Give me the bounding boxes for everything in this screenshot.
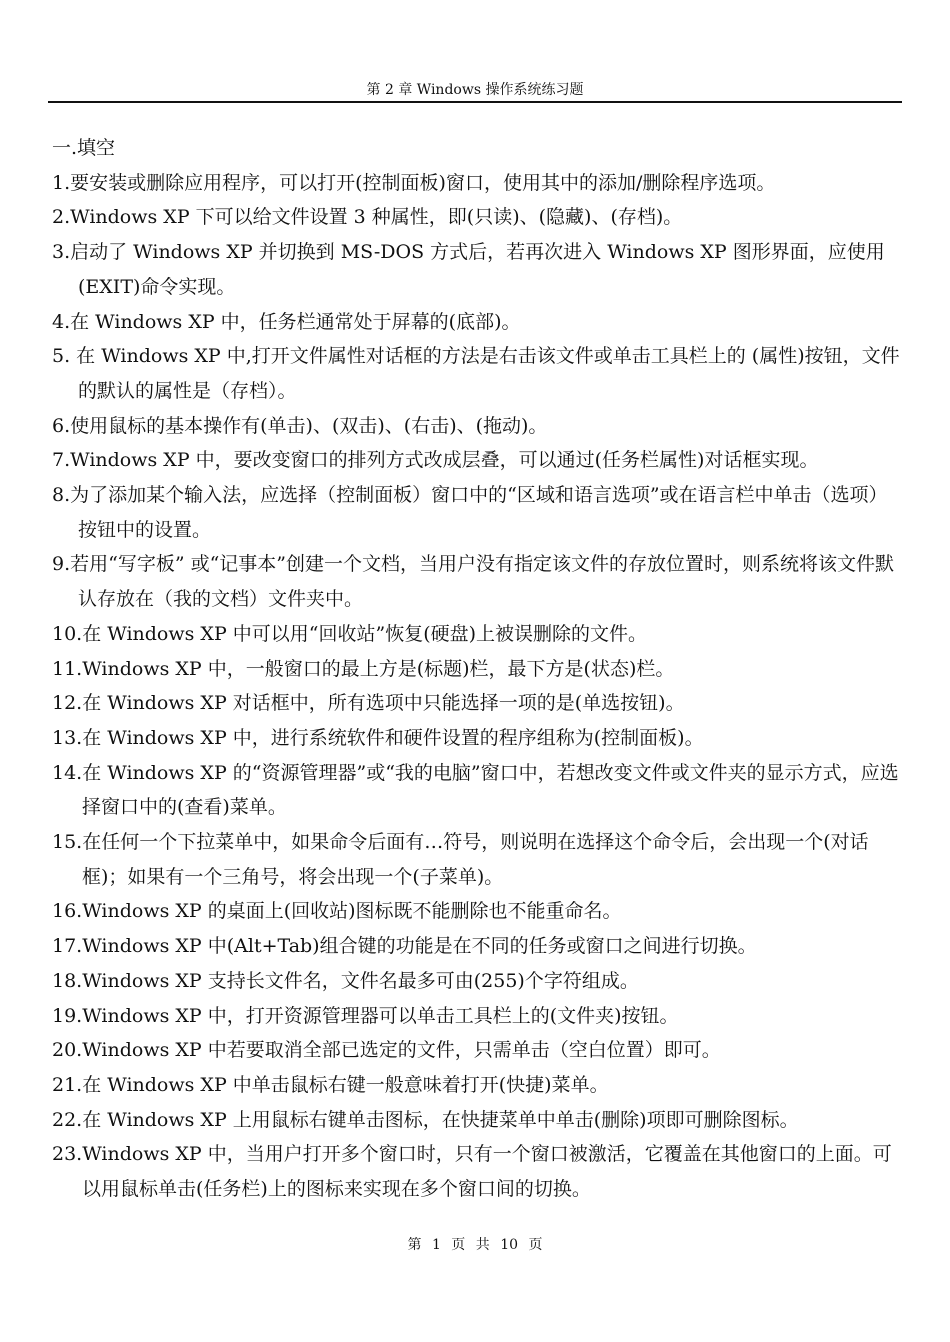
list-item: 4.在 Windows XP 中，任务栏通常处于屏幕的(底部)。 <box>52 310 521 333</box>
list-item: 23.Windows XP 中，当用户打开多个窗口时，只有一个窗口被激活，它覆盖在其他窗口的上面。可以用鼠标单击(任务栏)上的图标来实现在多个窗口间的切换。 <box>52 1143 892 1201</box>
list-item: 17.Windows XP 中(Alt+Tab)组合键的功能是在不同的任务或窗口之间进行切换。 <box>52 935 757 958</box>
list-item: 7.Windows XP 中，要改变窗口的排列方式改成层叠，可以通过(任务栏属性)对话框实现。 <box>52 449 819 472</box>
list-item: 21.在 Windows XP 中单击鼠标右键一般意味着打开(快捷)菜单。 <box>52 1073 609 1096</box>
list-item: 10.在 Windows XP 中可以用“回收站”恢复(硬盘)上被误删除的文件。 <box>52 622 648 645</box>
document-body <box>52 131 904 1207</box>
list-item: 11.Windows XP 中，一般窗口的最上方是(标题)栏，最下方是(状态)栏。 <box>52 657 675 680</box>
list-item: 20.Windows XP 中若要取消全部已选定的文件，只需单击（空白位置）即可。 <box>52 1039 721 1062</box>
page-header: 第 2 章 Windows 操作系统练习题 <box>366 82 584 98</box>
list-item: 2.Windows XP 下可以给文件设置 3 种属性，即(只读)、(隐藏)、(存档)。 <box>52 206 683 229</box>
list-item: 12.在 Windows XP 对话框中，所有选项中只能选择一项的是(单选按钮)。 <box>52 692 685 715</box>
list-item: 1.要安装或删除应用程序，可以打开(控制面板)窗口，使用其中的添加/删除程序选项。 <box>52 171 776 194</box>
list-item: 6.使用鼠标的基本操作有(单击)、(双击)、(右击)、(拖动)。 <box>52 414 548 437</box>
list-item: 22.在 Windows XP 上用鼠标右键单击图标，在快捷菜单中单击(删除)项即可删除图标。 <box>52 1108 799 1131</box>
list-item: 8.为了添加某个输入法，应选择（控制面板）窗口中的“区域和语言选项”或在语言栏中单击（选项）按钮中的设置。 <box>52 484 888 541</box>
section-title: 一.填空 <box>52 137 116 159</box>
list-item: 9.若用“写字板” 或“记事本”创建一个文档，当用户没有指定该文件的存放位置时，则系统将该文件默认存放在（我的文档）文件夹中。 <box>52 553 895 611</box>
list-item: 19.Windows XP 中，打开资源管理器可以单击工具栏上的(文件夹)按钮。 <box>52 1004 679 1027</box>
list-item: 16.Windows XP 的桌面上(回收站)图标既不能删除也不能重命名。 <box>52 900 622 923</box>
list-item: 18.Windows XP 支持长文件名，文件名最多可由(255)个字符组成。 <box>52 969 639 992</box>
list-item: 5. 在 Windows XP 中,打开文件属性对话框的方法是右击该文件或单击工具栏上的 (属性)按钮，文件的默认的属性是（存档）。 <box>52 345 900 402</box>
list-item: 14.在 Windows XP 的“资源管理器”或“我的电脑”窗口中，若想改变文件或文件夹的显示方式，应选择窗口中的(查看)菜单。 <box>52 761 899 819</box>
list-item: 13.在 Windows XP 中，进行系统软件和硬件设置的程序组称为(控制面板)。 <box>52 726 704 749</box>
list-item: 3.启动了 Windows XP 并切换到 MS-DOS 方式后，若再次进入 Windows XP 图形界面，应使用(EXIT)命令实现。 <box>52 241 885 298</box>
page-footer: 第 1 页 共 10 页 <box>407 1237 543 1253</box>
header-rule <box>48 101 902 103</box>
list-item: 15.在任何一个下拉菜单中，如果命令后面有…符号，则说明在选择这个命令后，会出现一个(对话框)；如果有一个三角号，将会出现一个(子菜单)。 <box>52 831 869 888</box>
